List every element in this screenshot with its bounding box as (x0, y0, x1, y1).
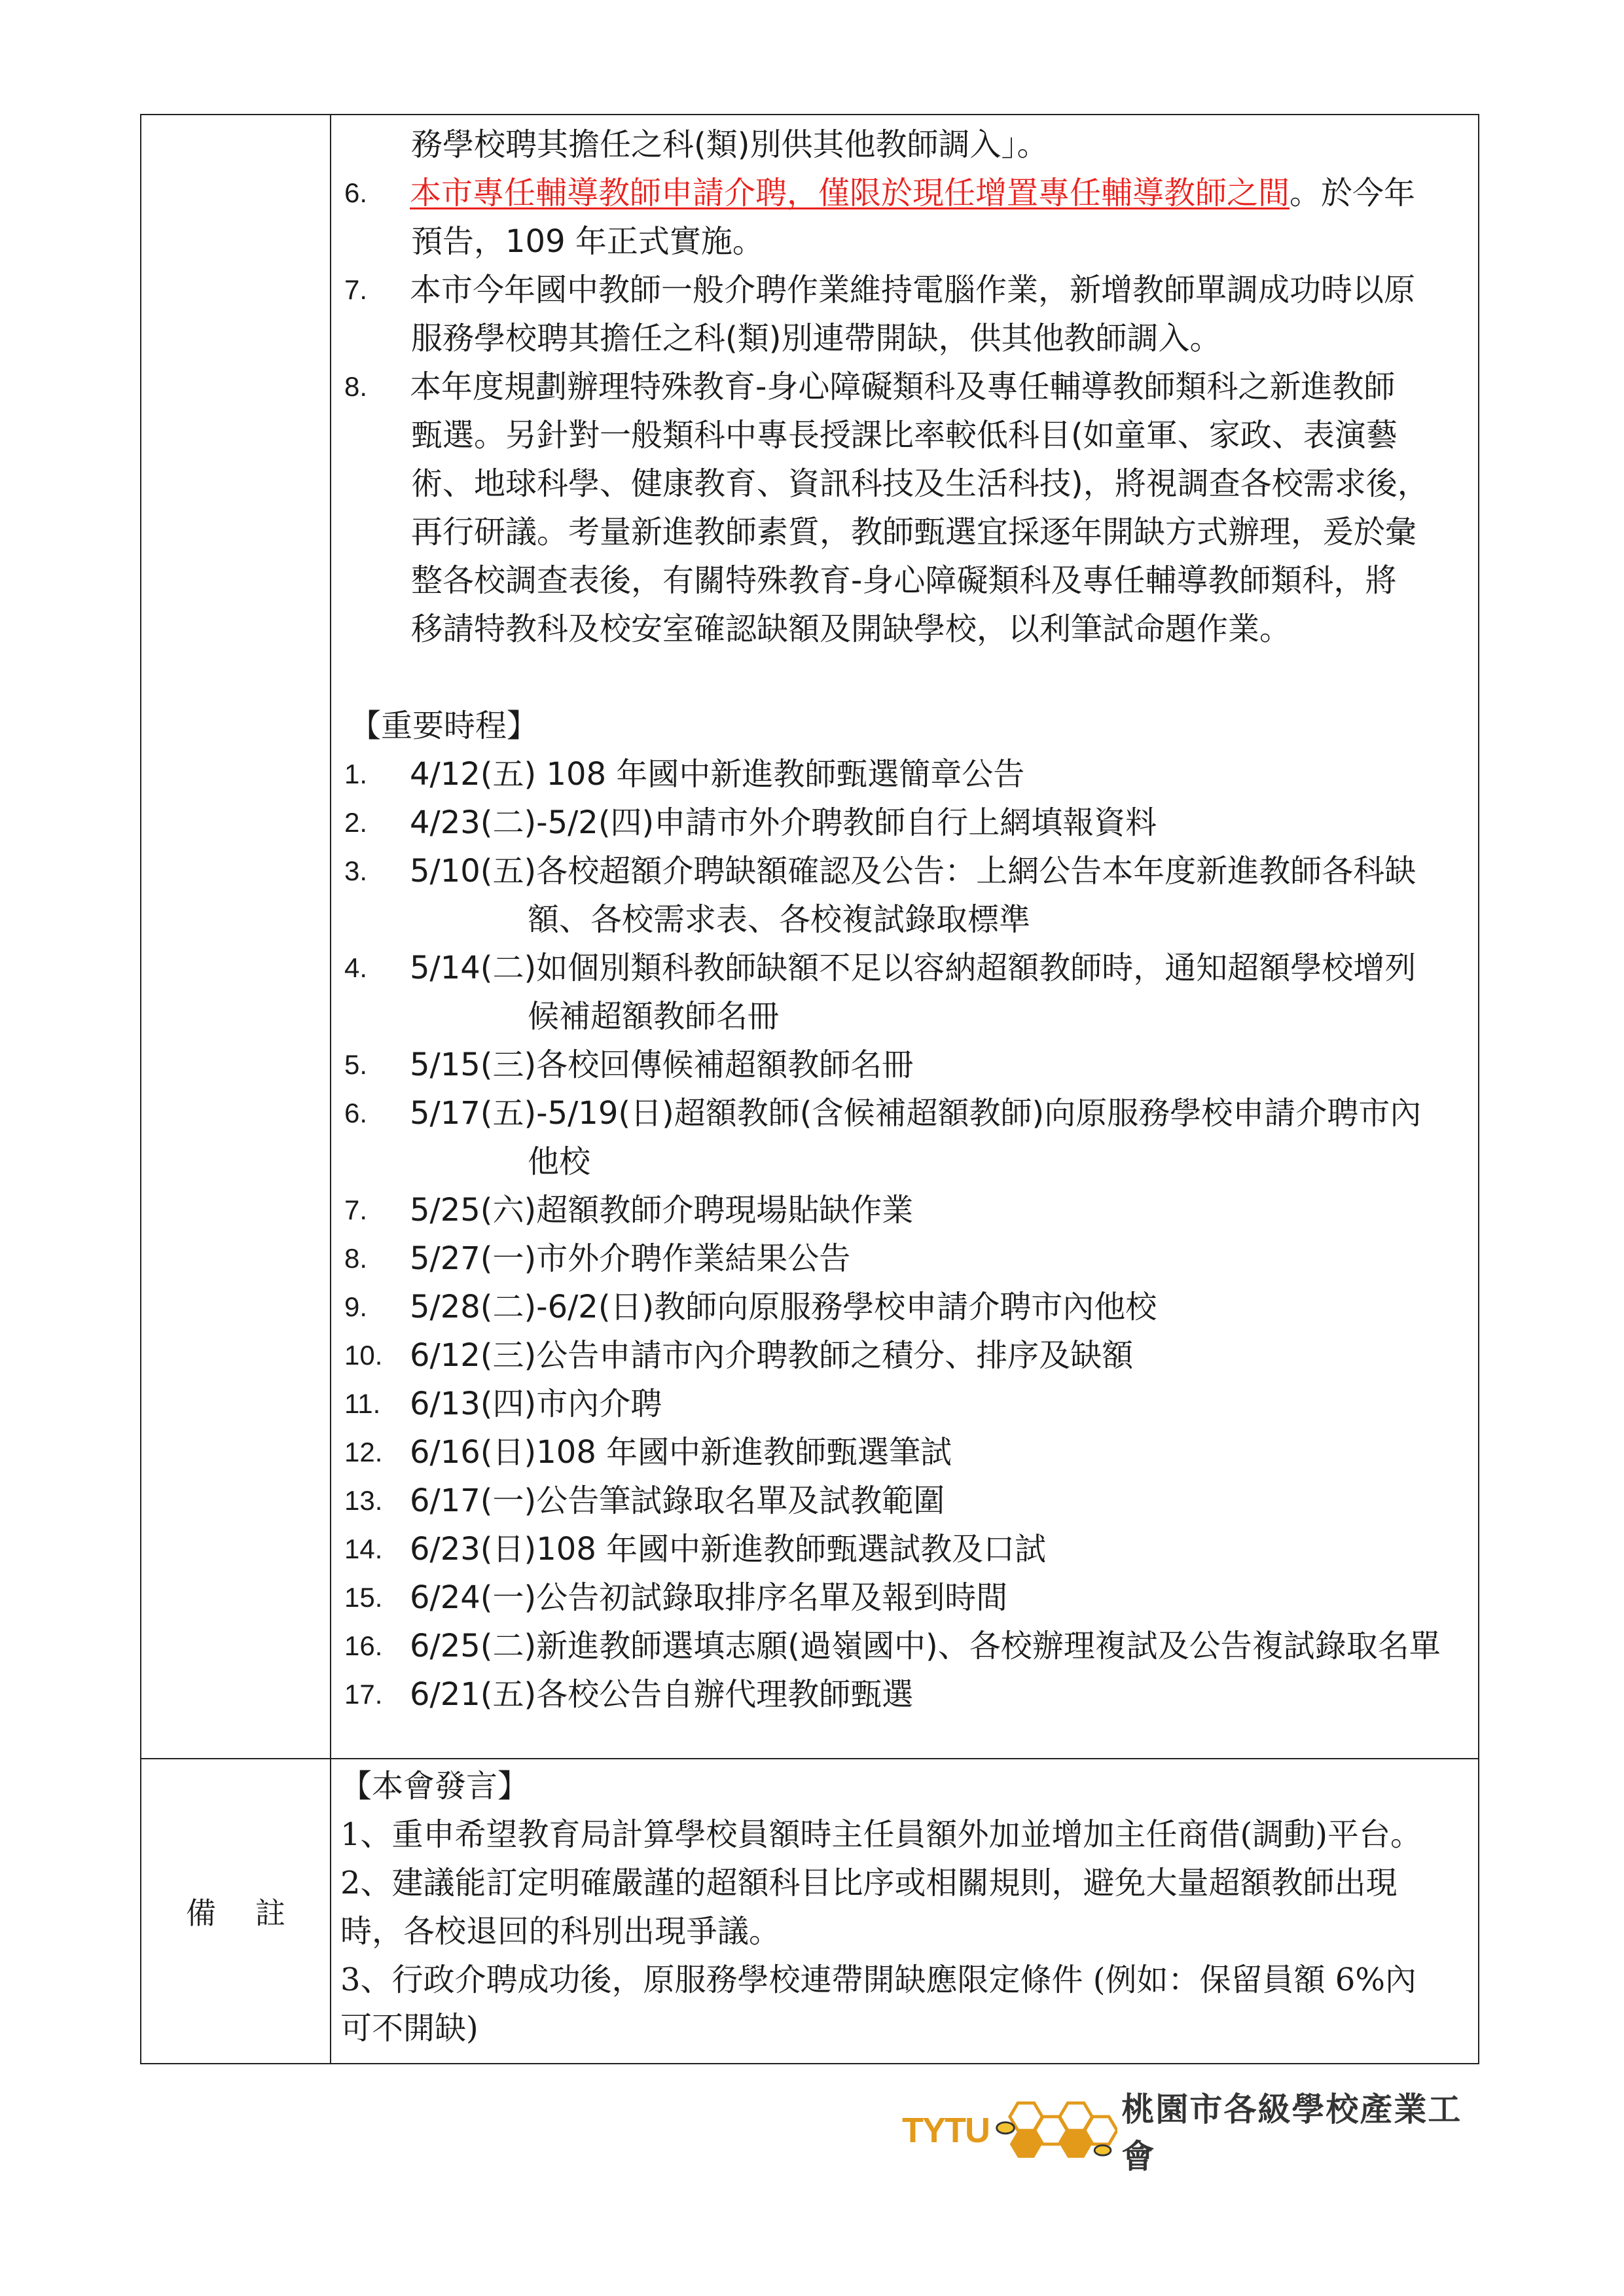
policy-item-6-line: 預告，109 年正式實施。 (411, 223, 764, 260)
schedule-text: 4/12(五) 108 年國中新進教師甄選簡章公告 (410, 756, 1025, 793)
schedule-item (344, 1428, 1465, 1477)
schedule-item (344, 1477, 1465, 1525)
schedule-item (344, 1331, 1465, 1380)
schedule-item (344, 1380, 1465, 1428)
remarks-label: 備註 (186, 1895, 325, 1931)
schedule-text: 6/23(日)108 年國中新進教師甄選試教及口試 (410, 1531, 1047, 1568)
schedule-continuation: 額、各校需求表、各校複試錄取標準 (528, 901, 1031, 938)
policy-item-6 (344, 169, 1465, 217)
schedule-text: 6/16(日)108 年國中新進教師甄選筆試 (410, 1434, 952, 1471)
schedule-text: 6/25(二)新進教師選填志願(過嶺國中)、各校辦理複試及公告複試錄取名單 (410, 1628, 1441, 1664)
schedule-item (344, 1283, 1465, 1331)
schedule-item (344, 1041, 1465, 1089)
item-number: 3. (344, 855, 368, 886)
schedule-list (344, 750, 1465, 1719)
schedule-text: 6/21(五)各校公告自辦代理教師甄選 (410, 1676, 914, 1713)
schedule-text: 5/28(二)-6/2(日)教師向原服務學校申請介聘市內他校 (410, 1289, 1157, 1325)
item-number: 6. (344, 1098, 368, 1128)
schedule-item (344, 750, 1465, 798)
policy-item-8-line: 整各校調查表後，有關特殊教育-身心障礙類科及專任輔導教師類科，將 (411, 562, 1397, 599)
item-number: 15. (344, 1582, 383, 1613)
item-number: 16. (344, 1630, 383, 1661)
remarks-content-cell (331, 1759, 1479, 2064)
schedule-text: 4/23(二)-5/2(四)申請市外介聘教師自行上網填報資料 (410, 804, 1157, 841)
schedule-heading: 【重要時程】 (350, 708, 539, 744)
schedule-text: 6/12(三)公告申請市內介聘教師之積分、排序及缺額 (410, 1337, 1134, 1374)
policy-text: 。於今年 (1290, 175, 1416, 211)
item-number: 5. (344, 1049, 368, 1080)
highlighted-policy-text: 本市專任輔導教師申請介聘，僅限於現任增置專任輔導教師之間 (410, 175, 1290, 211)
schedule-continuation: 候補超額教師名冊 (528, 998, 780, 1035)
empty-label-cell (141, 115, 331, 1759)
schedule-text: 6/13(四)市內介聘 (410, 1386, 662, 1422)
item-number: 8. (344, 371, 368, 402)
policy-item-8-line: 術、地球科學、健康教育、資訊科技及生活科技)，將視調查各校需求後， (411, 465, 1429, 502)
schedule-item (344, 798, 1465, 847)
item-number: 11. (344, 1388, 381, 1419)
policy-row (141, 115, 1479, 1759)
logo-abbreviation: TYTU (902, 2111, 989, 2150)
schedule-text: 5/25(六)超額教師介聘現場貼缺作業 (410, 1192, 914, 1229)
remarks-row (141, 1759, 1479, 2064)
item-number: 14. (344, 1534, 383, 1564)
schedule-text: 5/17(五)-5/19(日)超額教師(含候補超額教師)向原服務學校申請介聘市內 (410, 1095, 1422, 1132)
item-number: 6. (344, 177, 368, 208)
remarks-line: 可不開缺) (340, 2010, 478, 2047)
policy-item-8-line: 再行研議。考量新進教師素質，教師甄選宜採逐年開缺方式辦理，爰於彙 (411, 514, 1417, 550)
remarks-line: 3、行政介聘成功後，原服務學校連帶開缺應限定條件 (例如：保留員額 6%內 (340, 1962, 1416, 1998)
remarks-line: 1、重申希望教育局計算學校員額時主任員額外加並增加主任商借(調動)平台。 (340, 1816, 1422, 1853)
remarks-line: 2、建議能訂定明確嚴謹的超額科目比序或相關規則，避免大量超額教師出現 (340, 1865, 1398, 1901)
item-number: 7. (344, 274, 368, 305)
schedule-item (344, 1670, 1465, 1719)
spacer (344, 653, 1465, 702)
item-number: 12. (344, 1437, 383, 1467)
policy-item-7-line: 服務學校聘其擔任之科(類)別連帶開缺，供其他教師調入。 (411, 320, 1221, 357)
logo-union-name: 桃園市各級學校產業工會 (1121, 2090, 1462, 2176)
item-number: 2. (344, 807, 368, 838)
schedule-text: 5/10(五)各校超額介聘缺額確認及公告：上網公告本年度新進教師各科缺 (410, 853, 1416, 889)
schedule-item (344, 1186, 1465, 1234)
schedule-item (344, 1234, 1465, 1283)
honeycomb-bee-icon (993, 2098, 1117, 2163)
policy-item-8-line: 移請特教科及校安室確認缺額及開缺學校，以利筆試命題作業。 (411, 611, 1291, 647)
remarks-line: 時，各校退回的科別出現爭議。 (340, 1913, 781, 1950)
union-logo (902, 2090, 1478, 2176)
schedule-text: 6/17(一)公告筆試錄取名單及試教範圍 (410, 1482, 945, 1519)
item-number: 7. (344, 1194, 368, 1225)
policy-text: 本年度規劃辦理特殊教育-身心障礙類科及專任輔導教師類科之新進教師 (410, 368, 1396, 405)
schedule-text: 6/24(一)公告初試錄取排序名單及報到時間 (410, 1579, 1008, 1616)
item-number: 1. (344, 759, 368, 789)
remarks-heading: 【本會發言】 (340, 1768, 530, 1804)
schedule-item (344, 1525, 1465, 1573)
remarks-label-cell (141, 1759, 331, 2064)
policy-continuation-line: 務學校聘其擔任之科(類)別供其他教師調入」。 (411, 126, 1049, 163)
schedule-item (344, 1089, 1465, 1138)
policy-content-cell (331, 115, 1479, 1759)
item-number: 4. (344, 952, 368, 983)
schedule-item (344, 1573, 1465, 1622)
policy-item-7 (344, 266, 1465, 314)
schedule-text: 5/15(三)各校回傳候補超額教師名冊 (410, 1047, 914, 1083)
policy-item-8 (344, 363, 1465, 411)
item-number: 10. (344, 1340, 383, 1371)
minutes-table (140, 114, 1479, 2064)
schedule-item (344, 1622, 1465, 1670)
schedule-item (344, 847, 1465, 895)
schedule-text: 5/27(一)市外介聘作業結果公告 (410, 1240, 851, 1277)
policy-item-8-line: 甄選。另針對一般類科中專長授課比率較低科目(如童軍、家政、表演藝 (411, 417, 1398, 454)
schedule-text: 5/14(二)如個別類科教師缺額不足以容納超額教師時，通知超額學校增列 (410, 950, 1416, 986)
item-number: 8. (344, 1243, 368, 1274)
policy-text: 本市今年國中教師一般介聘作業維持電腦作業，新增教師單調成功時以原 (410, 272, 1416, 308)
item-number: 13. (344, 1485, 383, 1516)
item-number: 9. (344, 1291, 368, 1322)
item-number: 17. (344, 1679, 383, 1710)
schedule-item (344, 944, 1465, 992)
schedule-continuation: 他校 (528, 1143, 591, 1180)
